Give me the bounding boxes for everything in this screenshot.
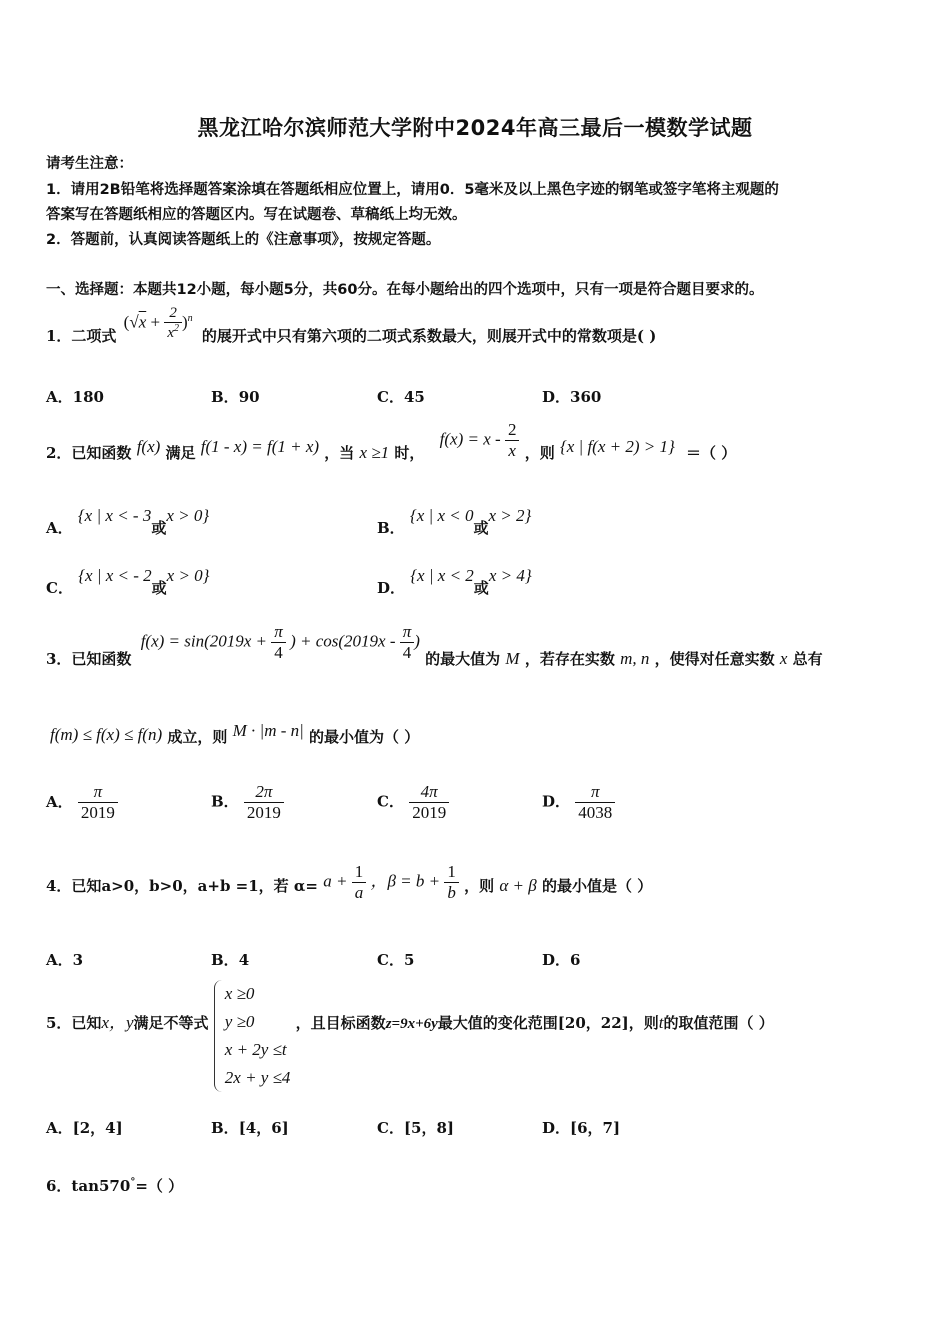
q2-set-question: {x | f(x + 2) > 1} [559, 437, 675, 456]
q2-text-1: 满足 [165, 444, 196, 462]
q2-option-d[interactable]: D． {x | x < 2或x > 4} [377, 566, 532, 597]
q4-option-b[interactable]: B．4 [211, 951, 250, 969]
q3-option-b[interactable]: B． $\frac{2\pi}{2019}$ [211, 782, 284, 823]
question-1 [46, 305, 657, 345]
q2-text-3: 时， [394, 444, 425, 462]
q3-inequality: f(m) ≤ f(x) ≤ f(n) [50, 725, 163, 744]
q3-option-a[interactable]: A． $\frac{\pi}{2019}$ [46, 782, 118, 823]
q3-function: f(x) = sin(2019x + $\frac{\pi}{4}$ ) + cos(2019x - $\frac{\pi}{4}$ ) [140, 622, 420, 662]
q4-condition: a>0，b>0，a+b =1，若 α= [101, 876, 318, 895]
q3-text-2: ，若存在实数 [524, 650, 615, 668]
notice-item-1-line-1: 1．请用2B铅笔将选择题答案涂填在答题纸相应位置上，请用0．5毫米及以上黑色字迹的钢笔或签字笔将主观题的 [46, 182, 779, 198]
q6-suffix: =（ ） [135, 1177, 184, 1195]
q4-option-a[interactable]: A．3 [46, 951, 84, 969]
q2-condition-2: x ≥1 [359, 443, 390, 462]
q3-text-5: 成立，则 [167, 728, 228, 746]
q2-text-2: ，当 [324, 444, 355, 462]
q4-option-c[interactable]: C．5 [377, 951, 415, 969]
q3-option-c[interactable]: C． $\frac{4\pi}{2019}$ [377, 782, 449, 823]
q4-prefix: 4．已知 [46, 876, 102, 895]
q3-M: M [505, 649, 520, 668]
q2-fx: f(x) [136, 437, 161, 456]
q5-objective: z=9x+6y [385, 1016, 438, 1032]
q5-inequality-system: x ≥0 y ≥0 x + 2y ≤t 2x + y ≤4 [214, 980, 291, 1092]
q2-text-5: ＝（ ） [686, 444, 737, 462]
q2-text-4: ，则 [524, 444, 555, 462]
q3-text-6: 的最小值为（ ） [309, 728, 420, 746]
page-title: 黑龙江哈尔滨师范大学附中2024年高三最后一模数学试题 [197, 116, 753, 140]
question-5 [46, 980, 774, 1092]
q3-prefix: 3．已知函数 [46, 650, 132, 668]
question-6 [46, 1175, 183, 1196]
q2-prefix: 2．已知函数 [46, 444, 132, 462]
q3-mn: m, n [620, 649, 650, 668]
notice-heading: 请考生注意： [46, 156, 133, 172]
q5-text-4: 的取值范围（ ） [663, 1014, 774, 1032]
q3-text-1: 的最大值为 [425, 650, 501, 668]
q4-option-d[interactable]: D．6 [542, 951, 581, 969]
q5-option-b[interactable]: B．[4，6] [211, 1119, 289, 1137]
q2-option-a[interactable]: A． {x | x < - 3或x > 0} [46, 506, 210, 537]
q1-prefix: 1．二项式 [46, 327, 117, 345]
q1-suffix: 的展开式中只有第六项的二项式系数最大，则展开式中的常数项是( ) [201, 327, 657, 345]
q2-option-c[interactable]: C． {x | x < - 2或x > 0} [46, 566, 210, 597]
q5-option-a[interactable]: A．[2，4] [46, 1119, 123, 1137]
q5-prefix: 5．已知 [46, 1014, 102, 1032]
q3-option-d[interactable]: D． $\frac{\pi}{4038}$ [542, 782, 615, 823]
question-2 [46, 420, 736, 461]
notice-item-1-line-2: 答案写在答题纸相应的答题区内。写在试题卷、草稿纸上均无效。 [46, 207, 467, 223]
q2-function-def: f(x) = x - $\frac{2}{x}$ [440, 420, 520, 461]
q6-prefix: 6．tan570 [46, 1177, 131, 1195]
q1-binomial-expression: (√x + $\frac{2}{x^2}$ )$^n$ [123, 305, 193, 341]
q5-option-c[interactable]: C．[5，8] [377, 1119, 455, 1137]
q1-option-c[interactable]: C．45 [377, 388, 425, 406]
q5-text-2: ，且目标函数 [295, 1014, 386, 1032]
q3-x: x [779, 649, 788, 668]
q4-sum: α + β [499, 875, 537, 895]
q5-text-3: 最大值的变化范围[20，22]，则 [437, 1014, 659, 1032]
q5-option-d[interactable]: D．[6，7] [542, 1119, 621, 1137]
q1-option-d[interactable]: D．360 [542, 388, 602, 406]
q3-text-3: ，使得对任意实数 [654, 650, 775, 668]
question-3 [46, 622, 823, 668]
q4-alpha-beta: a + $\frac{1}{a}$ ，β = b + $\frac{1}{b}$ [323, 862, 459, 903]
q4-text-2: 的最小值是（ ） [541, 876, 653, 895]
q5-t: t [658, 1013, 664, 1032]
section-heading: 一、选择题：本题共12小题，每小题5分，共60分。在每小题给出的四个选项中，只有一项是符合题目要求的。 [46, 282, 764, 298]
question-3-cont [50, 721, 420, 746]
q5-text-1: 满足不等式 [133, 1014, 209, 1032]
q1-option-a[interactable]: A．180 [46, 388, 104, 406]
q2-option-b[interactable]: B． {x | x < 0或x > 2} [377, 506, 532, 537]
q4-text-1: ，则 [464, 876, 495, 895]
q3-text-4: 总有 [792, 650, 823, 668]
question-4 [46, 862, 652, 903]
q1-option-b[interactable]: B．90 [211, 388, 260, 406]
notice-item-2: 2．答题前，认真阅读答题纸上的《注意事项》，按规定答题。 [46, 232, 441, 248]
q2-condition: f(1 - x) = f(1 + x) [200, 437, 320, 456]
q3-product: M · |m - n| [232, 721, 304, 740]
q6-degree: ° [130, 1177, 136, 1188]
q5-vars: x，y [101, 1013, 134, 1032]
